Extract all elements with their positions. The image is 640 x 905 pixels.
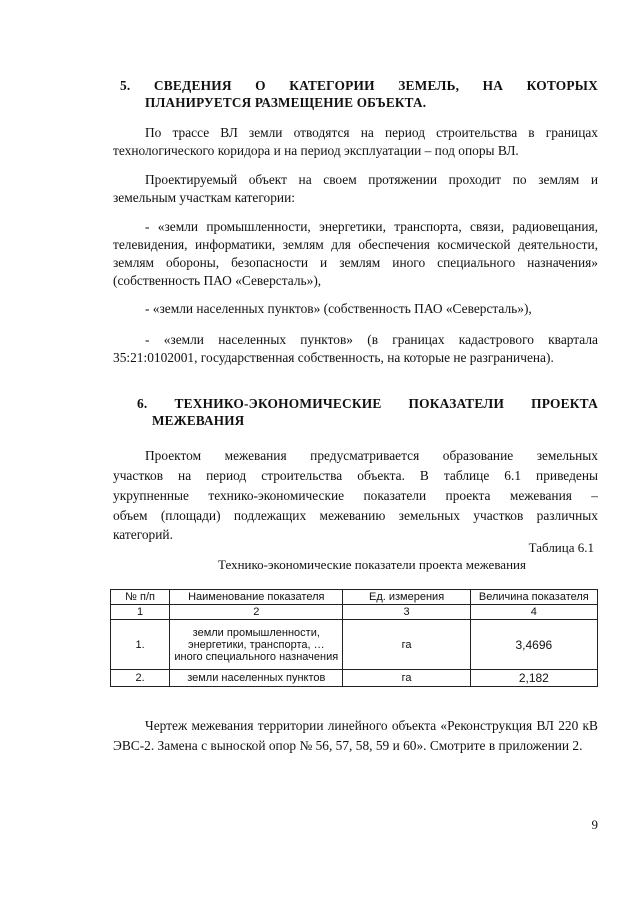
column-header-unit: Ед. измерения [343, 590, 470, 605]
table-cell: 3 [343, 605, 470, 620]
table-label: Таблица 6.1 [528, 540, 594, 555]
table-row [111, 620, 598, 670]
table-cell-unit: га [343, 620, 470, 670]
section-5-paragraph-2-line1: Проектируемый объект на своем протяжении проходит по землям и [145, 172, 598, 187]
category-item-1-line4: (собственность ПАО «Северсталь»), [113, 273, 322, 288]
table-cell-value: 3,4696 [470, 620, 597, 670]
table-index-row [111, 605, 598, 620]
section-6-heading-line1: 6. ТЕХНИКО-ЭКОНОМИЧЕСКИЕ ПОКАЗАТЕЛИ ПРОЕКТА [137, 396, 598, 411]
indicators-table [110, 589, 598, 687]
indicator-name-line: иного специального назначения [174, 650, 339, 663]
table-cell-indicator-name: земли населенных пунктов [170, 670, 343, 687]
category-item-1-line3: землям обороны, безопасности и землям иного специального назначения» [113, 255, 598, 270]
table-caption: Технико-экономические показатели проекта межевания [218, 557, 526, 572]
indicator-name-line: энергетики, транспорта, … [187, 638, 325, 651]
category-item-2: - «земли населенных пунктов» (собственность ПАО «Северсталь»), [145, 301, 532, 316]
table-cell: 4 [470, 605, 597, 620]
section-5-paragraph-1-line2: технологического коридора и на период эксплуатации – под опоры ВЛ. [113, 143, 519, 158]
table-cell-indicator-name [170, 620, 343, 670]
section-6-paragraph-line3: укрупненные технико-экономические показатели проекта межевания – [113, 488, 598, 503]
section-6-paragraph-line1: Проектом межевания предусматривается образование земельных [145, 448, 598, 463]
table-cell-value: 2,182 [470, 670, 597, 687]
section-6-paragraph-line5: категорий. [113, 527, 173, 542]
category-item-1-line2: телевидения, информатики, землям для обеспечения космической деятельности, [113, 237, 598, 252]
table-cell: 2 [170, 605, 343, 620]
column-header-number: № п/п [111, 590, 170, 605]
section-5-heading-line2: ПЛАНИРУЕТСЯ РАЗМЕЩЕНИЕ ОБЪЕКТА. [145, 95, 427, 110]
section-6-heading-line2: МЕЖЕВАНИЯ [152, 413, 245, 428]
table-cell-number: 1. [111, 620, 170, 670]
indicator-name-line: земли промышленности, [192, 626, 320, 639]
closing-paragraph-line2: ЭВС-2. Замена с выноской опор № 56, 57, 58, 59 и 60». Смотрите в приложении 2. [113, 738, 583, 753]
column-header-indicator-name: Наименование показателя [170, 590, 343, 605]
section-5-heading-line1: 5. СВЕДЕНИЯ О КАТЕГОРИИ ЗЕМЕЛЬ, НА КОТОРЫХ [120, 78, 598, 93]
table-cell: 1 [111, 605, 170, 620]
page-number: 9 [591, 817, 598, 832]
category-item-3-line1: - «земли населенных пунктов» (в границах кадастрового квартала [145, 332, 598, 347]
section-6-paragraph-line2: участков на период строительства объекта. В таблице 6.1 приведены [113, 468, 598, 483]
table-cell-number: 2. [111, 670, 170, 687]
closing-paragraph-line1: Чертеж межевания территории линейного объекта «Реконструкция ВЛ 220 кВ [145, 718, 598, 733]
section-6-paragraph-line4: объем (площади) подлежащих межеванию земельных участков различных [113, 508, 598, 523]
category-item-1-line1: - «земли промышленности, энергетики, транспорта, связи, радиовещания, [145, 219, 598, 234]
table-header-row [111, 590, 598, 605]
section-5-paragraph-2-line2: земельным участкам категории: [113, 190, 295, 205]
table-cell-unit: га [343, 670, 470, 687]
section-5-paragraph-1-line1: По трассе ВЛ земли отводятся на период строительства в границах [145, 125, 598, 140]
column-header-value: Величина показателя [470, 590, 597, 605]
category-item-3-line2: 35:21:0102001, государственная собственность, на которые не разграничена). [113, 350, 554, 365]
table-row [111, 670, 598, 687]
